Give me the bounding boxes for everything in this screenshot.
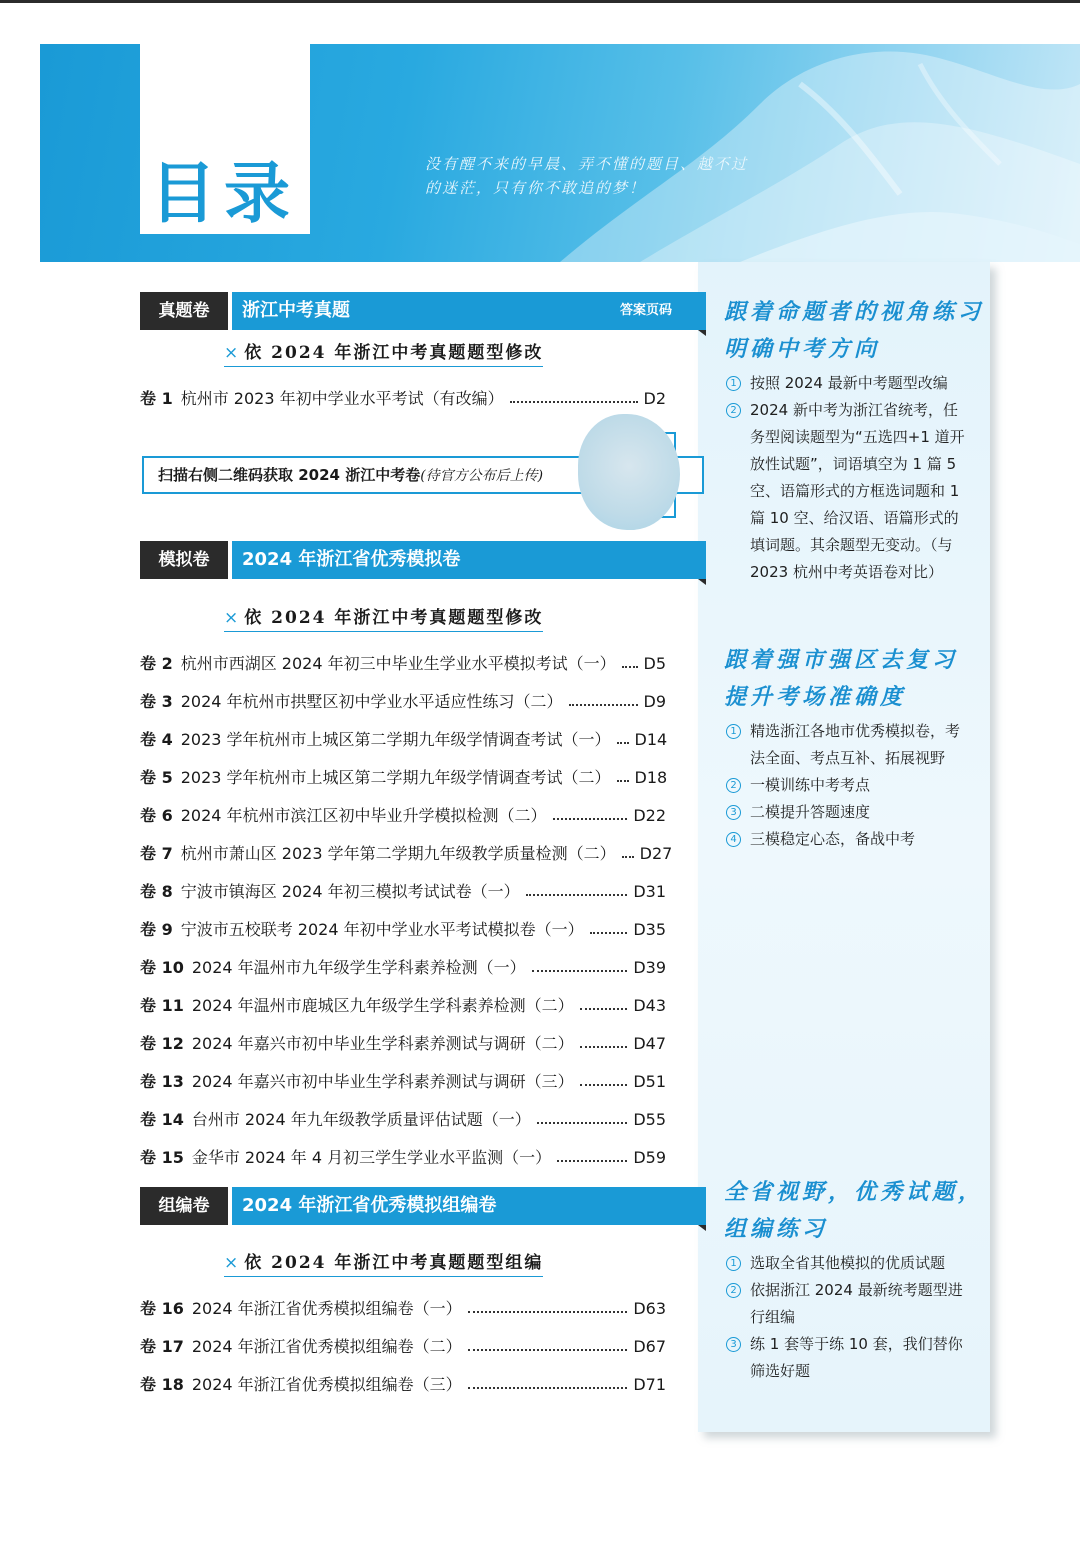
sidebar-item: 2 一模训练中考考点 xyxy=(724,772,970,799)
toc-entry[interactable]: 卷 9 宁波市五校联考 2024 年初中学业水平考试模拟卷（一） D35 xyxy=(140,917,666,943)
section-header-mock: 模拟卷 2024 年浙江省优秀模拟卷 xyxy=(140,541,706,579)
sidebar-item: 2 依据浙江 2024 最新统考题型进行组编 xyxy=(724,1277,970,1331)
toc-entry[interactable]: 卷 1 杭州市 2023 年初中学业水平考试（有改编） D2 xyxy=(140,386,666,412)
sidebar-item: 1 按照 2024 最新中考题型改编 xyxy=(724,370,970,397)
toc-entry[interactable]: 卷 12 2024 年嘉兴市初中毕业生学科素养测试与调研（二） D47 xyxy=(140,1031,666,1057)
sidebar-item: 3 练 1 套等于练 10 套，我们替你筛选好题 xyxy=(724,1331,970,1385)
sidebar-item: 3 二模提升答题速度 xyxy=(724,799,970,826)
sidebar-item: 1 精选浙江各地市优秀模拟卷，考法全面、考点互补、拓展视野 xyxy=(724,718,970,772)
toc-entry[interactable]: 卷 5 2023 学年杭州市上城区第二学期九年级学情调查考试（二） D18 xyxy=(140,765,666,791)
page-title: 目录 xyxy=(150,155,298,232)
sidebar-list xyxy=(724,1250,970,1385)
sidebar-list xyxy=(724,718,970,853)
banner-slogan: 没有醒不来的早晨、弄不懂的题目、越不过 的迷茫，只有你不敢追的梦！ xyxy=(425,155,749,197)
toc-entry[interactable]: 卷 10 2024 年温州市九年级学生学科素养检测（一） D39 xyxy=(140,955,666,981)
cross-icon: × xyxy=(224,343,241,363)
sidebar-heading: 跟着命题者的视角练习 明确中考方向 xyxy=(724,299,985,362)
toc-entry[interactable]: 卷 18 2024 年浙江省优秀模拟组编卷（三） D71 xyxy=(140,1372,666,1398)
section-header-real: 真题卷 浙江中考真题 答案页码 xyxy=(140,292,706,330)
toc-entry[interactable]: 卷 14 台州市 2024 年九年级教学质量评估试题（一） D55 xyxy=(140,1107,666,1133)
section-header-compiled: 组编卷 2024 年浙江省优秀模拟组编卷 xyxy=(140,1187,706,1225)
toc-entry[interactable]: 卷 8 宁波市镇海区 2024 年初三模拟考试试卷（一） D31 xyxy=(140,879,666,905)
sidebar-item: 2 2024 新中考为浙江省统考，任务型阅读题型为“五选四+1 道开放性试题”，词语填空为 1 篇 5 空、语篇形式的方框选词题和 1 篇 10 空、给汉语、语篇形式的填词题。其余题型无变动。（与 2023 杭州中考英语卷对比） xyxy=(724,397,970,586)
section-note: × 依 2024 年浙江中考真题题型修改 xyxy=(224,603,543,632)
toc-entry[interactable]: 卷 4 2023 学年杭州市上城区第二学期九年级学情调查考试（一） D14 xyxy=(140,727,666,753)
sidebar-item: 1 选取全省其他模拟的优质试题 xyxy=(724,1250,970,1277)
toc-entry[interactable]: 卷 2 杭州市西湖区 2024 年初三中毕业生学业水平模拟考试（一） D5 xyxy=(140,651,666,677)
sidebar-heading: 全省视野，优秀试题， 组编练习 xyxy=(724,1179,985,1242)
sidebar-list xyxy=(724,370,970,586)
toc-entry[interactable]: 卷 6 2024 年杭州市滨江区初中毕业升学模拟检测（二） D22 xyxy=(140,803,666,829)
top-rule xyxy=(0,0,1080,3)
section-note: × 依 2024 年浙江中考真题题型组编 xyxy=(224,1248,543,1277)
toc-entry[interactable]: 卷 7 杭州市萧山区 2023 学年第二学期九年级教学质量检测（二） D27 xyxy=(140,841,666,867)
qr-code-icon[interactable] xyxy=(578,414,680,530)
answer-page-label: 答案页码 xyxy=(619,303,672,318)
scan-qr-note: 扫描右侧二维码获取 2024 浙江中考卷(待官方公布后上传) xyxy=(142,456,704,494)
cross-icon: × xyxy=(224,1253,241,1273)
section-note: × 依 2024 年浙江中考真题题型修改 xyxy=(224,338,543,367)
sidebar-heading: 跟着强市强区去复习 提升考场准确度 xyxy=(724,647,959,710)
toc-entry[interactable]: 卷 17 2024 年浙江省优秀模拟组编卷（二） D67 xyxy=(140,1334,666,1360)
toc-entry[interactable]: 卷 13 2024 年嘉兴市初中毕业生学科素养测试与调研（三） D51 xyxy=(140,1069,666,1095)
sidebar-item: 4 三模稳定心态，备战中考 xyxy=(724,826,970,853)
cross-icon: × xyxy=(224,608,241,628)
toc-entry[interactable]: 卷 15 金华市 2024 年 4 月初三学生学业水平监测（一） D59 xyxy=(140,1145,666,1171)
toc-entry[interactable]: 卷 3 2024 年杭州市拱墅区初中学业水平适应性练习（二） D9 xyxy=(140,689,666,715)
toc-entry[interactable]: 卷 11 2024 年温州市鹿城区九年级学生学科素养检测（二） D43 xyxy=(140,993,666,1019)
toc-entry[interactable]: 卷 16 2024 年浙江省优秀模拟组编卷（一） D63 xyxy=(140,1296,666,1322)
